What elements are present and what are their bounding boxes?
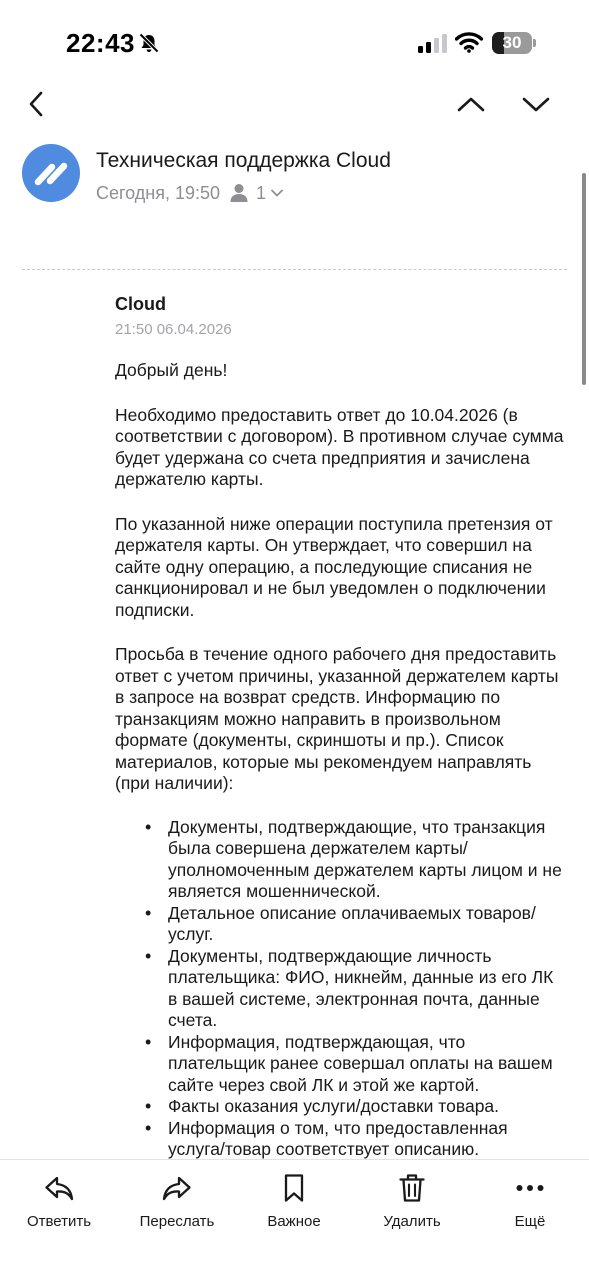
- bottom-toolbar: [0, 1159, 589, 1280]
- cloud-logo-icon: [22, 144, 80, 202]
- person-icon: [230, 183, 248, 203]
- sender-meta[interactable]: [96, 181, 284, 205]
- bookmark-icon: [278, 1172, 310, 1204]
- reply-label: Ответить: [26, 1213, 92, 1230]
- recipients-count: 1: [256, 182, 267, 203]
- status-time: 22:43: [66, 28, 135, 58]
- paragraph-claim: По указанной ниже операции поступила претензия от держателя карты. Он утверждает, что совершил на сайте одну операцию, а последующие списания не санкционировал и не был уведомлен о подключении подписки.: [115, 513, 553, 620]
- delete-button[interactable]: [362, 1170, 462, 1240]
- more-button[interactable]: [480, 1170, 580, 1240]
- more-dots-icon: [514, 1172, 546, 1204]
- forward-label: Переслать: [139, 1213, 215, 1230]
- battery-percent: 30: [502, 33, 522, 52]
- forward-button[interactable]: [127, 1170, 227, 1240]
- list-item: • Детальное описание оплачиваемых товаров/услуг.: [115, 903, 567, 946]
- paragraph-deadline: Необходимо предоставить ответ до 10.04.2026 (в соответствии с договором). В противном случае сумма будет удержана со счета предприятия и зачислена держателю карты.: [115, 404, 564, 489]
- received-date: Сегодня, 19:50: [96, 182, 221, 203]
- list-item: • Информация о том, что предоставленная услуга/товар соответствует описанию.: [115, 1118, 567, 1161]
- back-button[interactable]: [16, 84, 56, 124]
- chevron-up-icon: [456, 95, 486, 113]
- delete-label: Удалить: [383, 1213, 441, 1230]
- next-message-button[interactable]: [516, 84, 556, 124]
- cellular-signal-icon: [418, 33, 448, 53]
- previous-message-button[interactable]: [451, 84, 491, 124]
- quoted-sender: Cloud: [115, 294, 166, 314]
- materials-list: [115, 817, 567, 1183]
- bell-off-icon: [138, 32, 160, 54]
- reply-icon: [43, 1172, 75, 1204]
- important-label: Важное: [267, 1213, 321, 1230]
- wifi-icon: [455, 31, 483, 53]
- list-item: • Информация, подтверждающая, что плательщик ранее совершал оплаты на вашем сайте через свой ЛК и этой же картой.: [115, 1032, 567, 1097]
- forward-icon: [161, 1172, 193, 1204]
- sender-name[interactable]: Техническая поддержка Cloud: [96, 149, 391, 172]
- battery-icon: [492, 32, 536, 54]
- quoted-date: 21:50 06.04.2026: [115, 321, 232, 338]
- reply-button[interactable]: [9, 1170, 109, 1240]
- sender-avatar[interactable]: [22, 144, 80, 202]
- paragraph-request: Просьба в течение одного рабочего дня предоставить ответ с учетом причины, указанной держателем карты в запросе на возврат средств. Информацию по транзакциям можно направить в произвольном формате (документы, скриншоты и пр.). Список материалов, которые мы рекомендуем направлять (при наличии):: [115, 644, 559, 793]
- chevron-left-icon: [27, 90, 45, 118]
- more-label: Ещё: [514, 1213, 546, 1230]
- greeting-text: Добрый день!: [115, 360, 228, 380]
- list-item: • Документы, подтверждающие, что транзакция была совершена держателем карты/уполномоченным держателем карты лицом и не является мошеннической.: [115, 817, 567, 903]
- chevron-down-icon: [270, 188, 284, 198]
- status-bar: [0, 0, 589, 88]
- trash-icon: [396, 1172, 428, 1204]
- list-item: • Документы, подтверждающие личность плательщика: ФИО, никнейм, данные из его ЛК в вашей системе, электронная почта, данные счета.: [115, 946, 567, 1032]
- scrollbar[interactable]: [582, 173, 586, 385]
- message-body: [115, 292, 567, 1182]
- chevron-down-icon: [521, 95, 551, 113]
- important-button[interactable]: [244, 1170, 344, 1240]
- list-item: • Факты оказания услуги/доставки товара.: [115, 1096, 567, 1118]
- quote-divider: [22, 269, 567, 270]
